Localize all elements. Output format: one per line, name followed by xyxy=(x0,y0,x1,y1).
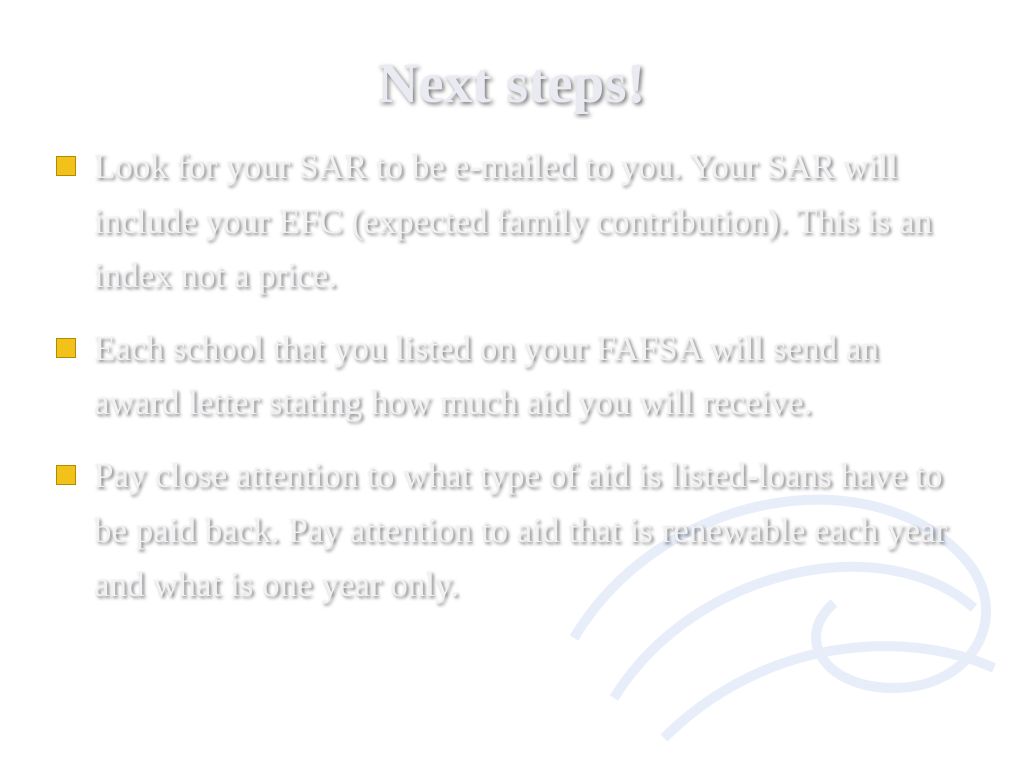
bullet-marker-icon xyxy=(56,465,76,485)
bullet-list xyxy=(56,140,968,631)
list-item-text: Pay close attention to what type of aid is listed-loans have to be paid back. Pay attention to aid that is renewable each year and what is one year only. xyxy=(94,455,948,605)
page-title: Next steps! xyxy=(377,53,647,115)
list-item xyxy=(56,322,968,431)
list-item-text: Look for your SAR to be e-mailed to you. Your SAR will include your EFC (expected family contribution). This is an index not a price. xyxy=(94,147,933,296)
list-item xyxy=(56,140,968,304)
bullet-marker-icon xyxy=(56,156,76,176)
list-item-text: Each school that you listed on your FAFSA will send an award letter stating how much aid you will receive. xyxy=(94,328,879,423)
list-item xyxy=(56,449,968,613)
bullet-marker-icon xyxy=(56,338,76,358)
